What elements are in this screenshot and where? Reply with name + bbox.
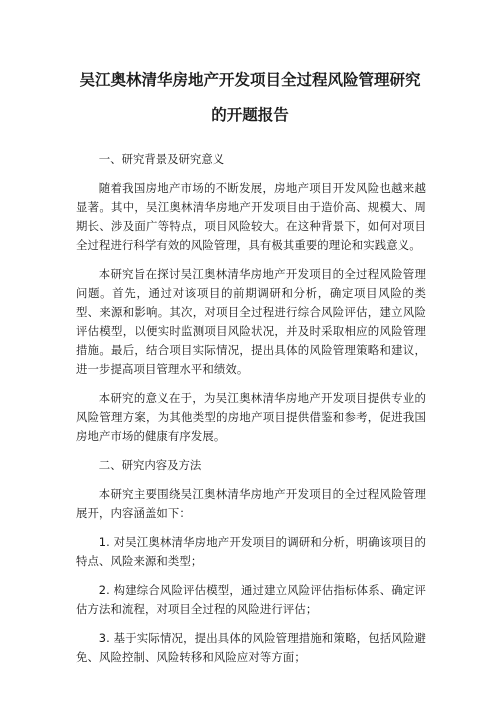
paragraph-significance: 本研究的意义在于，为吴江奥林清华房地产开发项目提供专业的风险管理方案，为其他类型的房地产项目提供借鉴和参考，促进我国房地产市场的健康有序发展。 [76, 391, 426, 443]
section2-heading: 二、研究内容及方法 [98, 458, 202, 472]
paragraph-background: 随着我国房地产市场的不断发展，房地产项目开发风险也越来越显著。其中，吴江奥林清华房地产开发项目由于造价高、规模大、周期长、涉及面广等特点，项目风险较大。在这种背景下，如何对项目全过程进行科学有效的风险管理，具有极其重要的理论和实践意义。 [76, 181, 426, 252]
paragraph-aim: 本研究旨在探讨吴江奥林清华房地产开发项目的全过程风险管理问题。首先，通过对该项目的前期调研和分析，确定项目风险的类型、来源和影响。其次，对项目全过程进行综合风险评估，建立风险评估模型，以便实时监测项目风险状况，并及时采取相应的风险管理措施。最后，结合项目实际情况，提出具体的风险管理策略和建议，进一步提高项目管理水平和绩效。 [76, 267, 426, 376]
list-item: 1. 对吴江奥林清华房地产开发项目的调研和分析，明确该项目的特点、风险来源和类型； [76, 535, 426, 568]
document-title-line2: 的开题报告 [211, 106, 289, 124]
document-body [76, 150, 426, 677]
section1-heading: 一、研究背景及研究意义 [98, 152, 225, 166]
list-item: 3. 基于实际情况，提出具体的风险管理措施和策略，包括风险避免、风险控制、风险转移和风险应对等方面； [76, 631, 426, 664]
document-title-line1: 吴江奥林清华房地产开发项目全过程风险管理研究 [79, 71, 421, 89]
paragraph-content-intro: 本研究主要围绕吴江奥林清华房地产开发项目的全过程风险管理展开，内容涵盖如下： [76, 487, 426, 520]
list-item: 2. 构建综合风险评估模型，通过建立风险评估指标体系、确定评估方法和流程，对项目全过程的风险进行评估； [76, 583, 426, 616]
